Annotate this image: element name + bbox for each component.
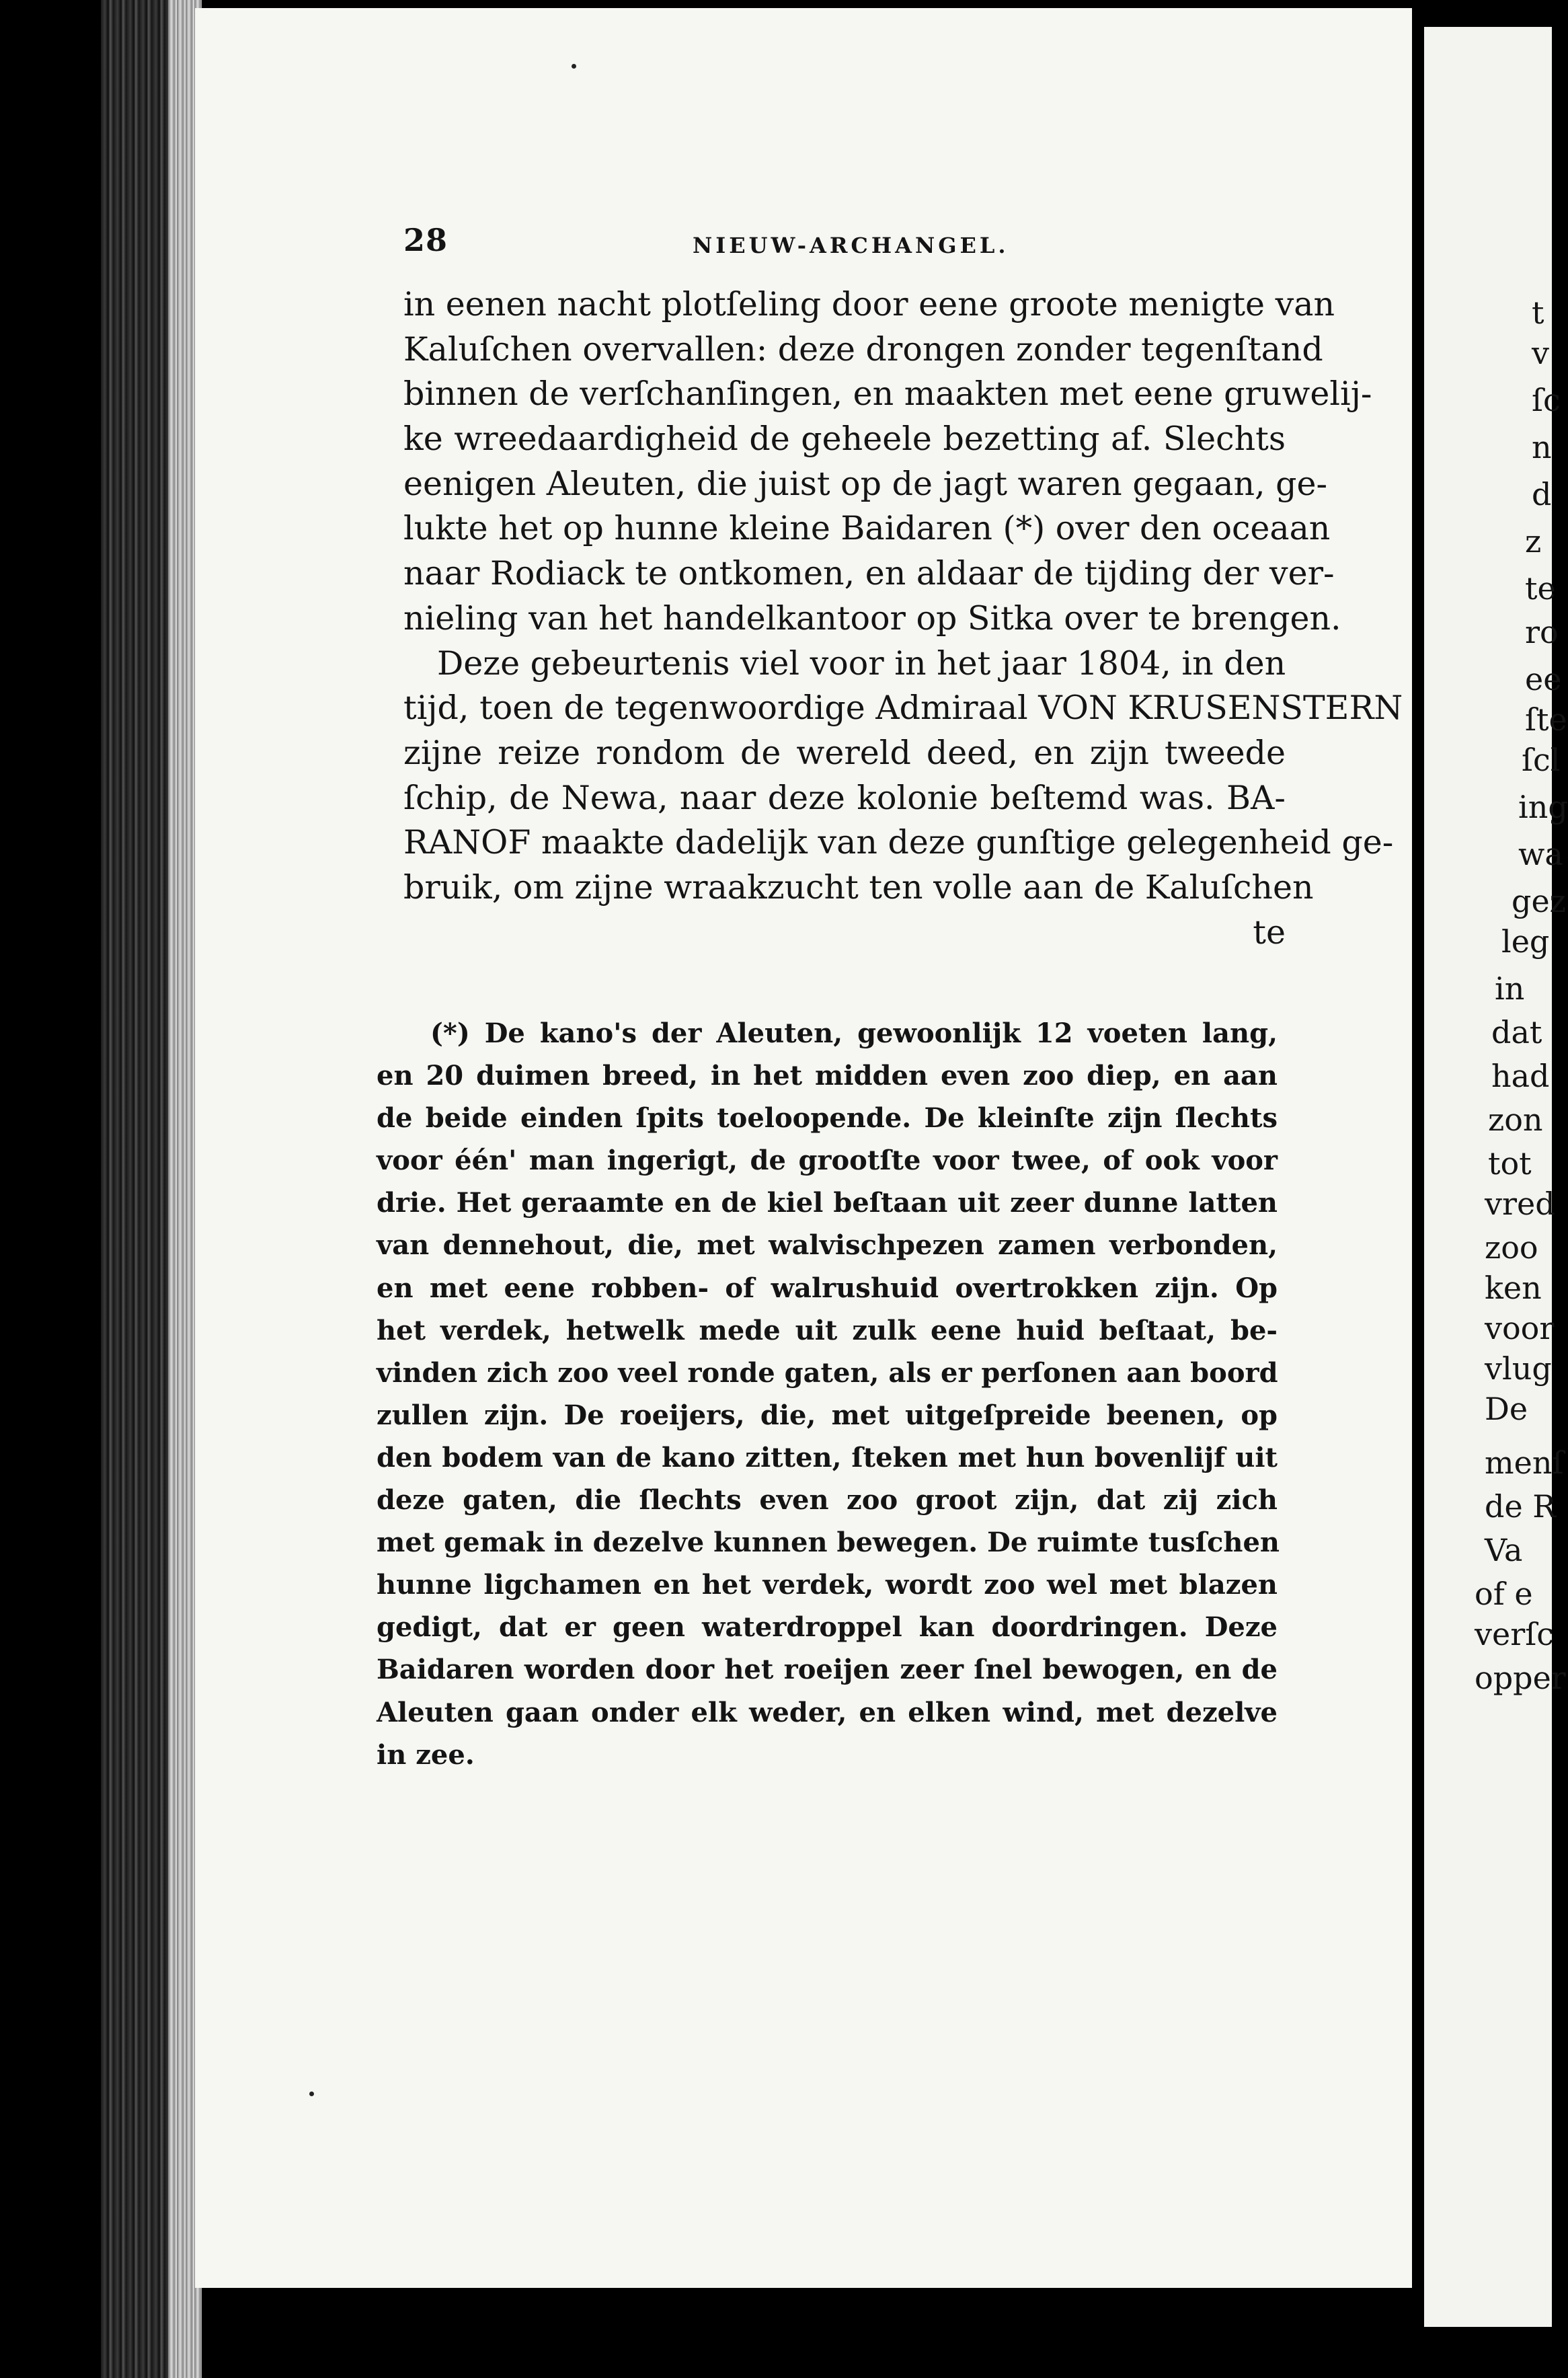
footnote-line: vinden zich zoo veel ronde gaten, als er perſonen aan boord — [377, 1356, 1278, 1389]
footnote-line: en met eene robben- of walrushuid overtrokken zijn. Op — [377, 1272, 1278, 1304]
facing-text-fragment: vlug — [1485, 1350, 1552, 1387]
footnote-line: het verdek, hetwelk mede uit zulk eene huid beſtaat, be- — [377, 1314, 1278, 1346]
text-line: ſchip, de Newa, naar deze kolonie beſtemd was. BA- — [403, 778, 1286, 817]
facing-text-fragment: Va — [1485, 1532, 1523, 1568]
text-line: lukte het op hunne kleine Baidaren (*) over den oceaan — [403, 509, 1331, 548]
footnote-line: van dennehout, die, met walvischpezen zamen verbonden, — [377, 1229, 1278, 1262]
facing-text-fragment: had — [1491, 1058, 1550, 1094]
catchword: te — [1253, 913, 1286, 952]
text-line: bruik, om zijne wraakzucht ten volle aan de Kaluſchen — [403, 868, 1314, 907]
text-line: Kaluſchen overvallen: deze drongen zonder tegenſtand — [403, 330, 1323, 369]
footnote-line: den bodem van de kano zitten, ſteken met hun bovenlijf uit — [377, 1441, 1278, 1473]
facing-text-fragment: ſte — [1525, 701, 1567, 738]
facing-text-fragment: leg — [1501, 923, 1550, 960]
facing-text-fragment: ken — [1485, 1270, 1542, 1306]
facing-text-fragment: opper — [1475, 1660, 1566, 1696]
facing-text-fragment: zoo — [1485, 1229, 1538, 1266]
facing-text-fragment: ſcl — [1522, 742, 1561, 778]
page-number: 28 — [403, 222, 448, 258]
facing-text-fragment: ſc — [1532, 382, 1561, 418]
footnote-line: en 20 duimen breed, in het midden even zoo diep, en aan — [377, 1060, 1278, 1092]
text-line: ke wreedaardigheid de geheele bezetting af. Slechts — [403, 420, 1286, 459]
running-head-title: NIEUW-ARCHANGEL. — [693, 233, 1009, 258]
footnote-line: drie. Het geraamte en de kiel beſtaan uit zeer dunne latten — [377, 1187, 1278, 1219]
facing-text-fragment: of e — [1475, 1576, 1533, 1612]
text-line: RANOF maakte dadelijk van deze gunſtige gelegenheid ge- — [403, 823, 1394, 862]
text-line: binnen de verſchanſingen, en maakten met eene gruwelij- — [403, 375, 1372, 414]
page-gutter — [1412, 0, 1424, 2378]
text-line: eenigen Aleuten, die juist op de jagt waren gegaan, ge- — [403, 464, 1328, 503]
facing-text-fragment: ee — [1525, 661, 1562, 697]
footnote-line: deze gaten, die ſlechts even zoo groot zijn, dat zij zich — [377, 1484, 1278, 1517]
text-line: zijne reize rondom de wereld deed, en zijn tweede — [403, 733, 1286, 772]
running-head — [403, 222, 1278, 276]
footnote-line: met gemak in dezelve kunnen bewegen. De ruimte tusſchen — [377, 1527, 1280, 1559]
footnote-line: de beide einden ſpits toeloopende. De kleinſte zijn ſlechts — [377, 1102, 1278, 1135]
facing-text-fragment: wa — [1518, 836, 1563, 872]
text-line: Deze gebeurtenis viel voor in het jaar 1804, in den — [437, 644, 1286, 683]
text-line: nieling van het handelkantoor op Sitka over te brengen. — [403, 599, 1341, 638]
facing-text-fragment: ro — [1525, 614, 1559, 650]
facing-text-fragment: gez — [1512, 883, 1566, 919]
facing-text-fragment: menſ — [1485, 1445, 1564, 1481]
footnote-line: (*) De kano's der Aleuten, gewoonlijk 12 voeten lang, — [430, 1018, 1278, 1049]
facing-text-fragment: dat — [1491, 1014, 1542, 1050]
facing-text-fragment: vred — [1485, 1186, 1555, 1222]
facing-text-fragment: de R — [1485, 1488, 1556, 1525]
facing-text-fragment: n — [1532, 429, 1552, 465]
facing-page — [1424, 27, 1568, 2327]
footnote — [377, 1012, 1278, 1776]
footnote-line: Aleuten gaan onder elk weder, en elken wind, met dezelve — [377, 1696, 1278, 1728]
text-line: naar Rodiack te ontkomen, en aldaar de tijding der ver- — [403, 554, 1335, 593]
main-text — [403, 282, 1403, 955]
facing-text-fragment: z — [1525, 523, 1542, 560]
stray-mark — [572, 64, 576, 69]
facing-text-fragment: ing — [1518, 789, 1568, 825]
footnote-line: zullen zijn. De roeijers, die, met uitgeſpreide beenen, op — [377, 1399, 1278, 1431]
footnote-line: hunne ligchamen en het verdek, wordt zoo wel met blazen — [377, 1569, 1278, 1601]
footnote-line: voor één' man ingerigt, de grootſte voor twee, of ook voor — [377, 1145, 1278, 1177]
facing-text-fragment: zon — [1488, 1102, 1543, 1138]
facing-text-fragment: De — [1485, 1391, 1528, 1427]
footnote-line: in zee. — [377, 1738, 475, 1771]
text-line: tijd, toen de tegenwoordige Admiraal VON KRUSENSTERN — [403, 689, 1403, 728]
stray-mark — [309, 2092, 314, 2096]
facing-text-fragment: verſc — [1475, 1616, 1554, 1652]
facing-text-fragment: t — [1532, 295, 1544, 331]
facing-text-fragment: voor — [1485, 1310, 1555, 1346]
facing-text-fragment: in — [1495, 970, 1525, 1007]
facing-text-fragment: d — [1532, 476, 1552, 512]
footnote-line: Baidaren worden door het roeijen zeer ſnel bewogen, en de — [377, 1654, 1278, 1686]
text-line: in eenen nacht plotſeling door eene groote menigte van — [403, 285, 1335, 323]
facing-text-fragment: v — [1532, 335, 1549, 371]
facing-text-fragment: te — [1525, 570, 1556, 607]
footnote-line: gedigt, dat er geen waterdroppel kan doordringen. Deze — [377, 1611, 1278, 1644]
facing-text-fragment: tot — [1488, 1145, 1532, 1182]
